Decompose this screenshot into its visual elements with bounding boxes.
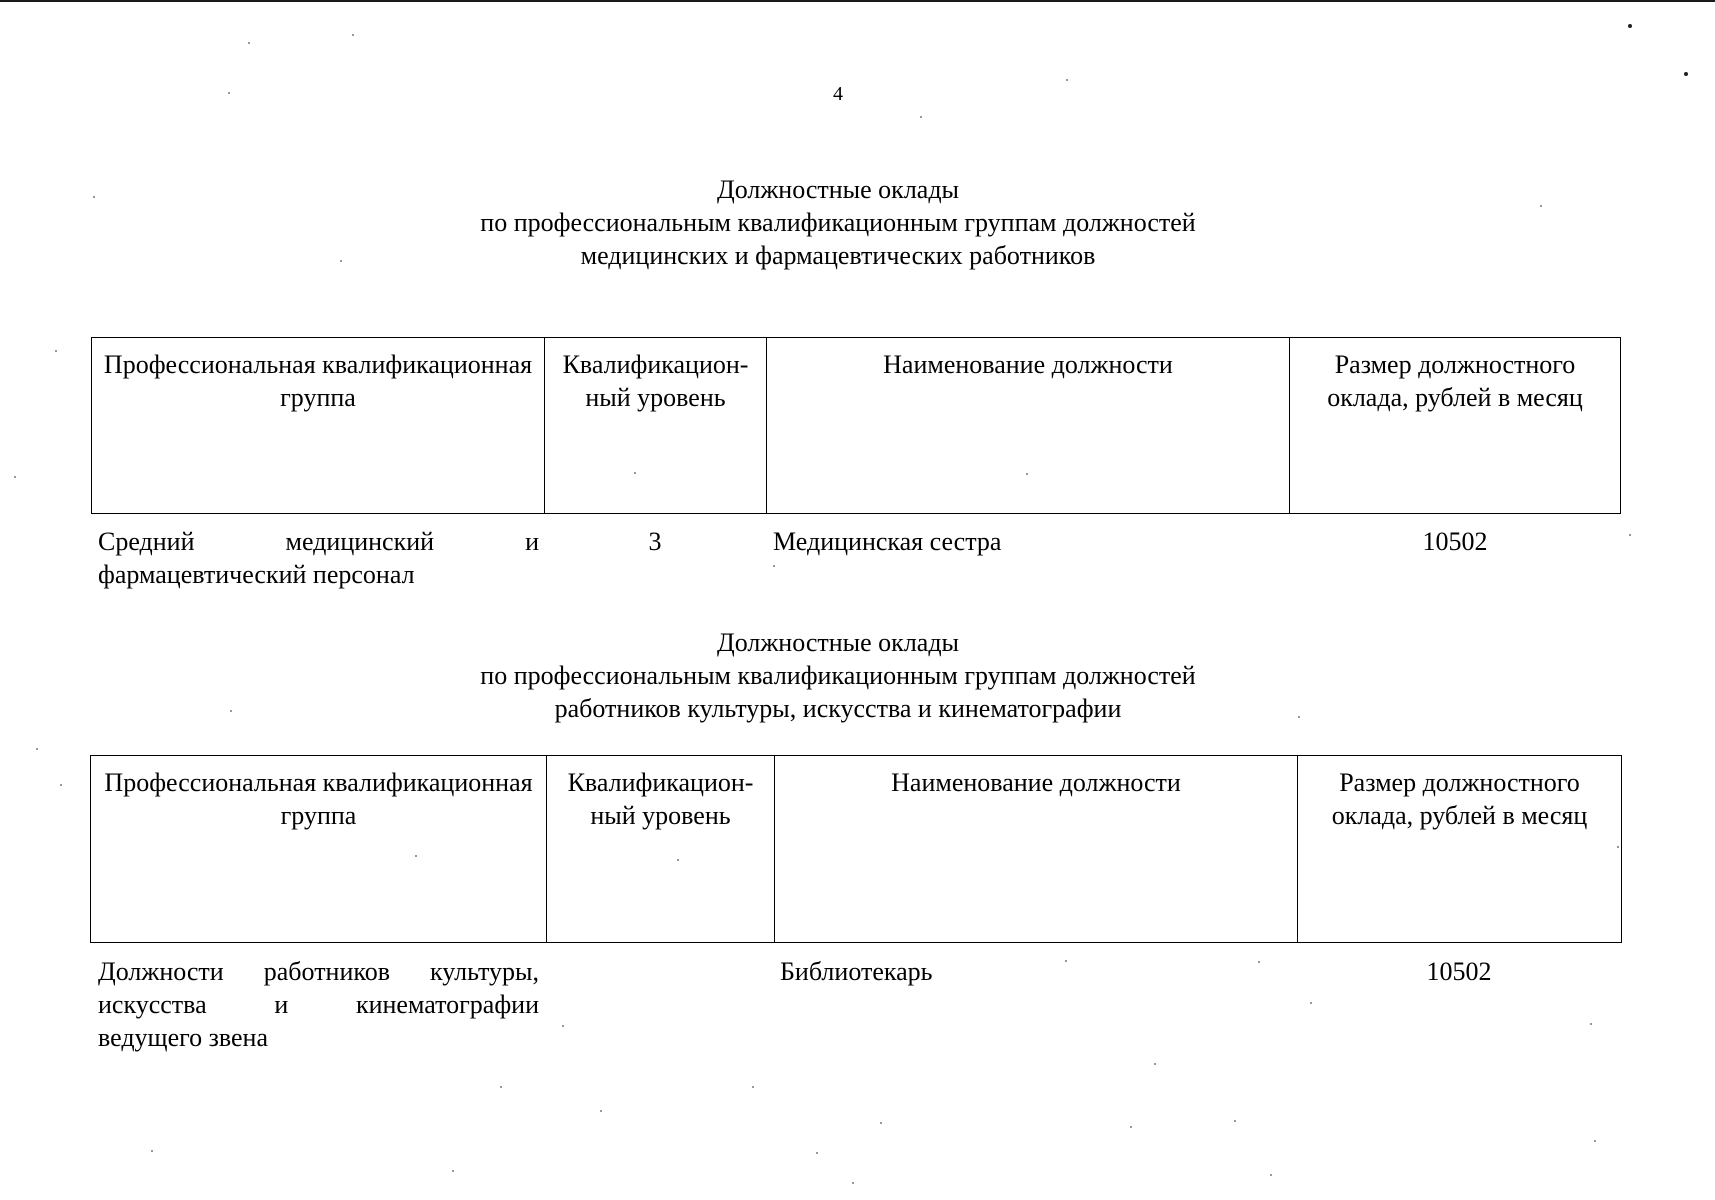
scan-speck [1026, 473, 1028, 475]
scan-speck [1617, 846, 1619, 848]
scan-speck [816, 1152, 818, 1154]
section2-title-line-2: по профессиональным квалификационным группам должностей [480, 661, 1196, 690]
header-level: Квалификацион-ный уровень [545, 338, 767, 514]
section1-row-position: Медицинская сестра [773, 527, 1002, 556]
section2-row-position: Библиотекарь [780, 957, 933, 986]
section2-title-line-3: работников культуры, искусства и кинематографии [554, 694, 1122, 723]
header-group: Профессиональная квалификационная группа [91, 756, 547, 943]
section2-row-salary: 10502 [1426, 957, 1492, 986]
scan-speck [1629, 534, 1631, 536]
page-number: 4 [833, 83, 843, 105]
scan-speck [1130, 1126, 1132, 1128]
scan-speck [230, 710, 232, 712]
section2-row-group [98, 955, 539, 1054]
scan-speck [752, 1086, 754, 1088]
scan-speck [852, 1182, 854, 1184]
scan-speck [920, 116, 922, 118]
header-position: Наименование должности [775, 756, 1298, 943]
scan-speck [151, 1150, 153, 1152]
scan-speck [1154, 1063, 1156, 1065]
scan-speck [1258, 961, 1260, 963]
section2-title-line-1: Должностные оклады [716, 628, 960, 657]
scan-speck [1684, 72, 1688, 76]
scan-speck [1590, 1023, 1592, 1025]
section1-title [0, 173, 1676, 272]
section1-row-group [98, 525, 539, 591]
scan-speck [340, 260, 342, 262]
scan-speck [415, 855, 417, 857]
section1-row-level: 3 [648, 527, 662, 556]
section2-row-group-line-2: искусства и кинематографии [98, 990, 539, 1019]
section2-row-group-line-3: ведущего звена [98, 1023, 269, 1052]
section2-title [0, 626, 1676, 725]
scan-speck [60, 784, 62, 786]
scan-speck [880, 1122, 882, 1124]
scan-speck [1628, 24, 1632, 28]
scan-speck [14, 476, 16, 478]
section1-row-salary: 10502 [1422, 527, 1488, 556]
scan-speck [228, 92, 230, 94]
scan-speck [55, 350, 57, 352]
header-position: Наименование должности [767, 338, 1290, 514]
scan-speck [1066, 79, 1068, 81]
scan-speck [36, 748, 38, 750]
scan-speck [600, 1110, 602, 1112]
section1-title-line-1: Должностные оклады [716, 175, 960, 204]
scan-speck [352, 34, 354, 36]
header-group: Профессиональная квалификационная группа [92, 338, 545, 514]
section1-title-line-2: по профессиональным квалификационным группам должностей [480, 208, 1196, 237]
header-salary: Размер должностного оклада, рублей в месяц [1298, 756, 1622, 943]
section1-row-group-line-1: Средний медицинский и [98, 527, 539, 556]
scan-speck [773, 565, 775, 567]
section1-header-table [91, 337, 1621, 514]
scan-speck [452, 1170, 454, 1172]
section2-header-table [90, 755, 1622, 943]
top-border-line [0, 0, 1715, 2]
scan-speck [677, 859, 679, 861]
scan-speck [1234, 1120, 1236, 1122]
scan-speck [1298, 716, 1300, 718]
scan-speck [1540, 205, 1542, 207]
header-salary: Размер должностного оклада, рублей в месяц [1290, 338, 1621, 514]
scan-speck [248, 42, 250, 44]
scan-speck [1270, 1174, 1272, 1176]
scan-speck [1594, 1140, 1596, 1142]
scan-speck [1065, 960, 1067, 962]
scan-speck [1310, 1002, 1312, 1004]
header-level: Квалификацион-ный уровень [547, 756, 775, 943]
section1-title-line-3: медицинских и фармацевтических работников [580, 241, 1096, 270]
scan-speck [500, 1086, 502, 1088]
section1-row-group-line-2: фармацевтический персонал [98, 560, 415, 589]
scan-speck [93, 196, 95, 198]
scan-speck [562, 1025, 564, 1027]
section2-row-group-line-1: Должности работников культуры, [98, 957, 539, 986]
scan-speck [634, 472, 636, 474]
